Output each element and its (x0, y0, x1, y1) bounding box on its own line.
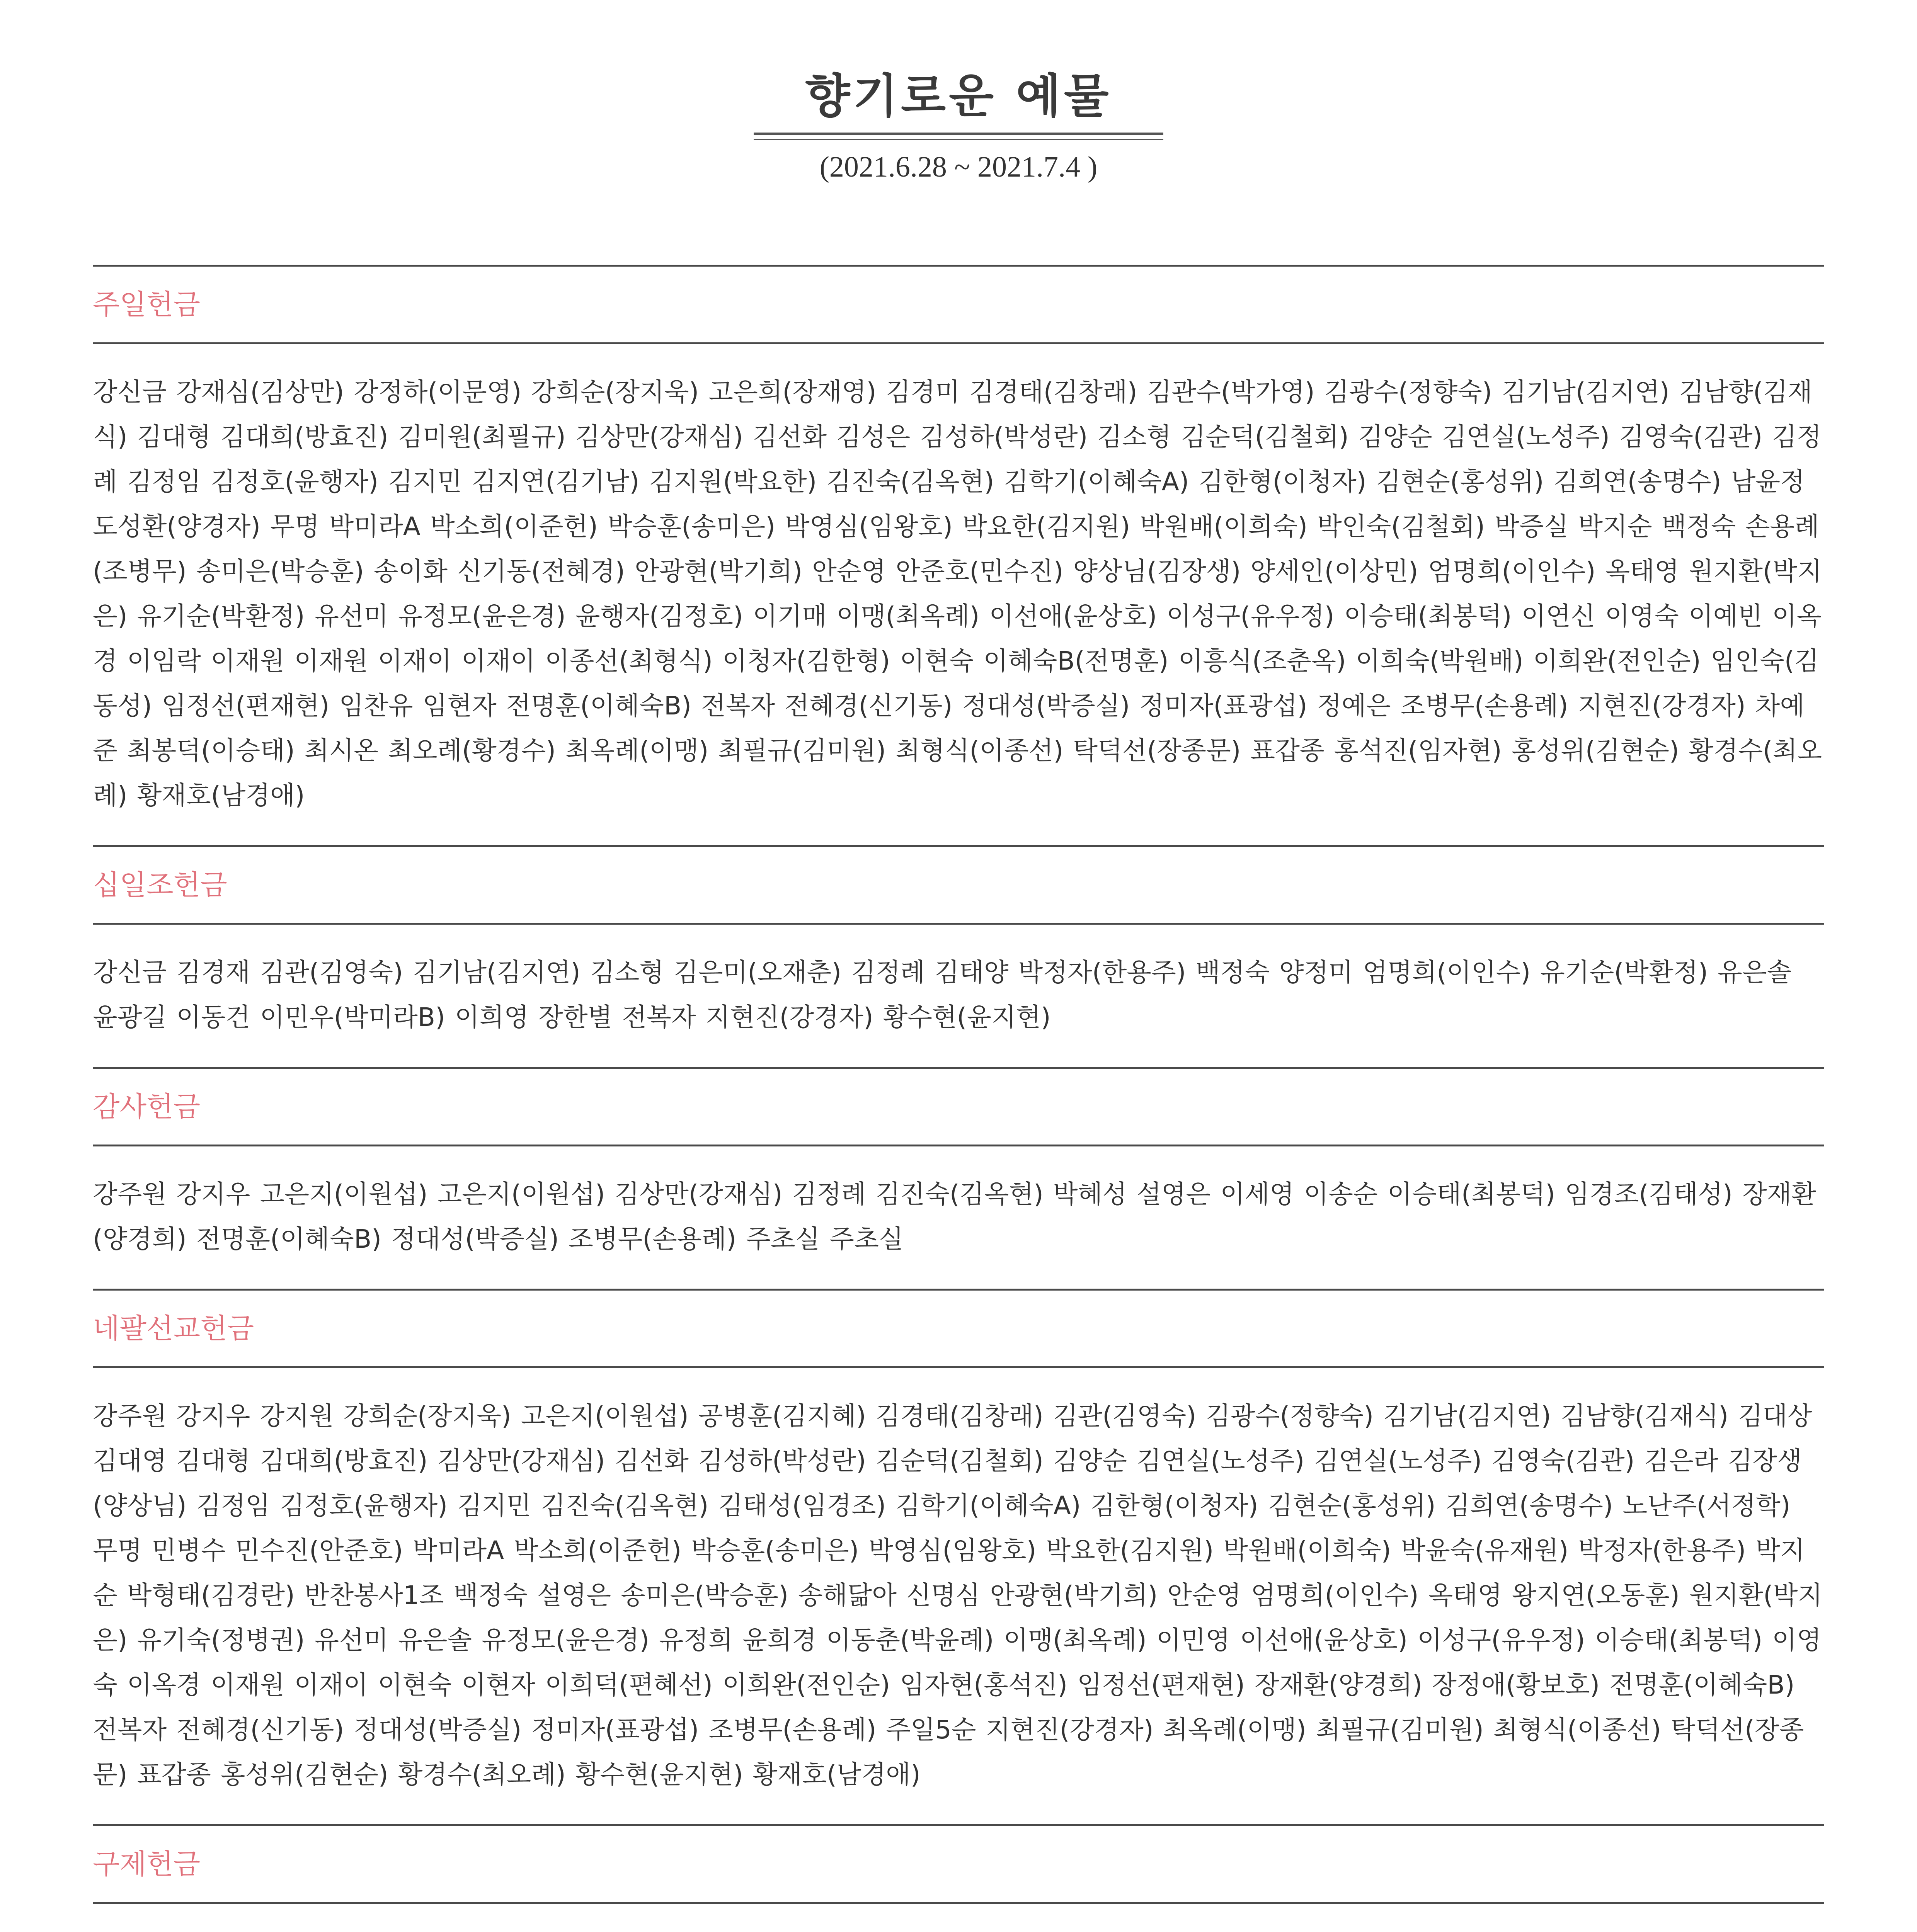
section-names: 강신금 김경재 김관(김영숙) 김기남(김지연) 김소형 김은미(오재춘) 김정례 김태양 박정자(한용주) 백정숙 양정미 엄명희(이인수) 유기순(박환정) 유은솔 윤광길 이동건 이민우(박미라B) 이희영 장한별 전복자 지현진(강경자) 황수현(윤지현) (93, 957, 1792, 1032)
section-title: 십일조헌금 (93, 869, 227, 901)
section-sunday-offering (93, 267, 1824, 847)
section-names: 강신금 강재심(김상만) 강정하(이문영) 강희순(장지욱) 고은희(장재영) 김경미 김경태(김창래) 김관수(박가영) 김광수(정향숙) 김기남(김지연) 김남향(김재식) 김대형 김대희(방효진) 김미원(최필규) 김상만(강재심) 김선화 김성은 김성하(박성란) 김소형 김순덕(김철회) 김양순 김연실(노성주) 김영숙(김관) 김정례 김정임 김정호(윤행자) 김지민 김지연(김기남) 김지원(박요한) 김진숙(김옥현) 김학기(이혜숙A) 김한형(이청자) 김현순(홍성위) 김희연(송명수) 남윤정 도성환(양경자) 무명 박미라A 박소희(이준헌) 박승훈(송미은) 박영심(임왕호) 박요한(김지원) 박원배(이희숙) 박인숙(김철회) 박증실 박지순 백정숙 손용례(조병무) 송미은(박승훈) 송이화 신기동(전혜경) 안광현(박기희) 안순영 안준호(민수진) 양상님(김장생) 양세인(이상민) 엄명희(이인수) 옥태영 원지환(박지은) 유기순(박환정) 유선미 유정모(윤은경) 윤행자(김정호) 이기매 이맹(최옥례) 이선애(윤상호) 이성구(유우정) 이승태(최봉덕) 이연신 이영숙 이예빈 이옥경 이임락 이재원 이재원 이재이 이재이 이종선(최형식) 이청자(김한형) 이현숙 이혜숙B(전명훈) 이흥식(조춘옥) 이희숙(박원배) 이희완(전인순) 임인숙(김동성) 임정선(편재현) 임찬유 임현자 전명훈(이혜숙B) 전복자 전혜경(신기동) 정대성(박증실) 정미자(표광섭) 정예은 조병무(손용례) 지현진(강경자) 차예준 최봉덕(이승태) 최시온 최오례(황경수) 최옥례(이맹) 최필규(김미원) 최형식(이종선) 탁덕선(장종문) 표갑종 홍석진(임자현) 홍성위(김현순) 황경수(최오례) 황재호(남경애) (93, 377, 1822, 810)
page-header (0, 68, 1917, 186)
section-thanksgiving-offering (93, 1069, 1824, 1291)
document-title: 향기로운 예물 (805, 70, 1112, 123)
section-nepal-mission-offering (93, 1291, 1824, 1826)
offering-list (93, 265, 1824, 1932)
title-underline (754, 133, 1163, 140)
section-title: 네팔선교헌금 (93, 1312, 254, 1345)
section-title: 주일헌금 (93, 288, 201, 321)
section-names: 강주원 강지우 고은지(이원섭) 고은지(이원섭) 김상만(강재심) 김정례 김진숙(김옥현) 박혜성 설영은 이세영 이송순 이승태(최봉덕) 임경조(김태성) 장재환(양경희) 전명훈(이혜숙B) 정대성(박증실) 조병무(손용례) 주초실 주초실 (93, 1179, 1817, 1254)
section-names: 강주원 강지우 강지원 강희순(장지욱) 고은지(이원섭) 공병훈(김지혜) 김경태(김창래) 김관(김영숙) 김광수(정향숙) 김기남(김지연) 김남향(김재식) 김대상 김대영 김대형 김대희(방효진) 김상만(강재심) 김선화 김성하(박성란) 김순덕(김철회) 김양순 김연실(노성주) 김연실(노성주) 김영숙(김관) 김은라 김장생(양상님) 김정임 김정호(윤행자) 김지민 김진숙(김옥현) 김태성(임경조) 김학기(이혜숙A) 김한형(이청자) 김현순(홍성위) 김희연(송명수) 노난주(서정학) 무명 민병수 민수진(안준호) 박미라A 박소희(이준헌) 박승훈(송미은) 박영심(임왕호) 박요한(김지원) 박원배(이희숙) 박윤숙(유재원) 박정자(한용주) 박지순 박형태(김경란) 반찬봉사1조 백정숙 설영은 송미은(박승훈) 송해닮아 신명심 안광현(박기희) 안순영 엄명희(이인수) 옥태영 왕지연(오동훈) 원지환(박지은) 유기숙(정병권) 유선미 유은솔 유정모(윤은경) 유정희 윤희경 이동춘(박윤례) 이맹(최옥례) 이민영 이선애(윤상호) 이성구(유우정) 이승태(최봉덕) 이영숙 이옥경 이재원 이재이 이현숙 이현자 이희덕(편혜선) 이희완(전인순) 임자현(홍석진) 임정선(편재현) 장재환(양경희) 장정애(황보호) 전명훈(이혜숙B) 전복자 전혜경(신기동) 정대성(박증실) 정미자(표광섭) 조병무(손용례) 주일5순 지현진(강경자) 최옥례(이맹) 최필규(김미원) 최형식(이종선) 탁덕선(장종문) 표갑종 홍성위(김현순) 황경수(최오례) 황수현(윤지현) 황재호(남경애) (93, 1401, 1823, 1789)
section-title: 감사헌금 (93, 1090, 201, 1123)
section-title: 구제헌금 (93, 1848, 201, 1880)
section-relief-offering (93, 1826, 1824, 1932)
section-names (93, 1904, 1824, 1932)
document-date-range: (2021.6.28 ~ 2021.7.4 ) (819, 151, 1098, 183)
section-tithe-offering (93, 847, 1824, 1069)
